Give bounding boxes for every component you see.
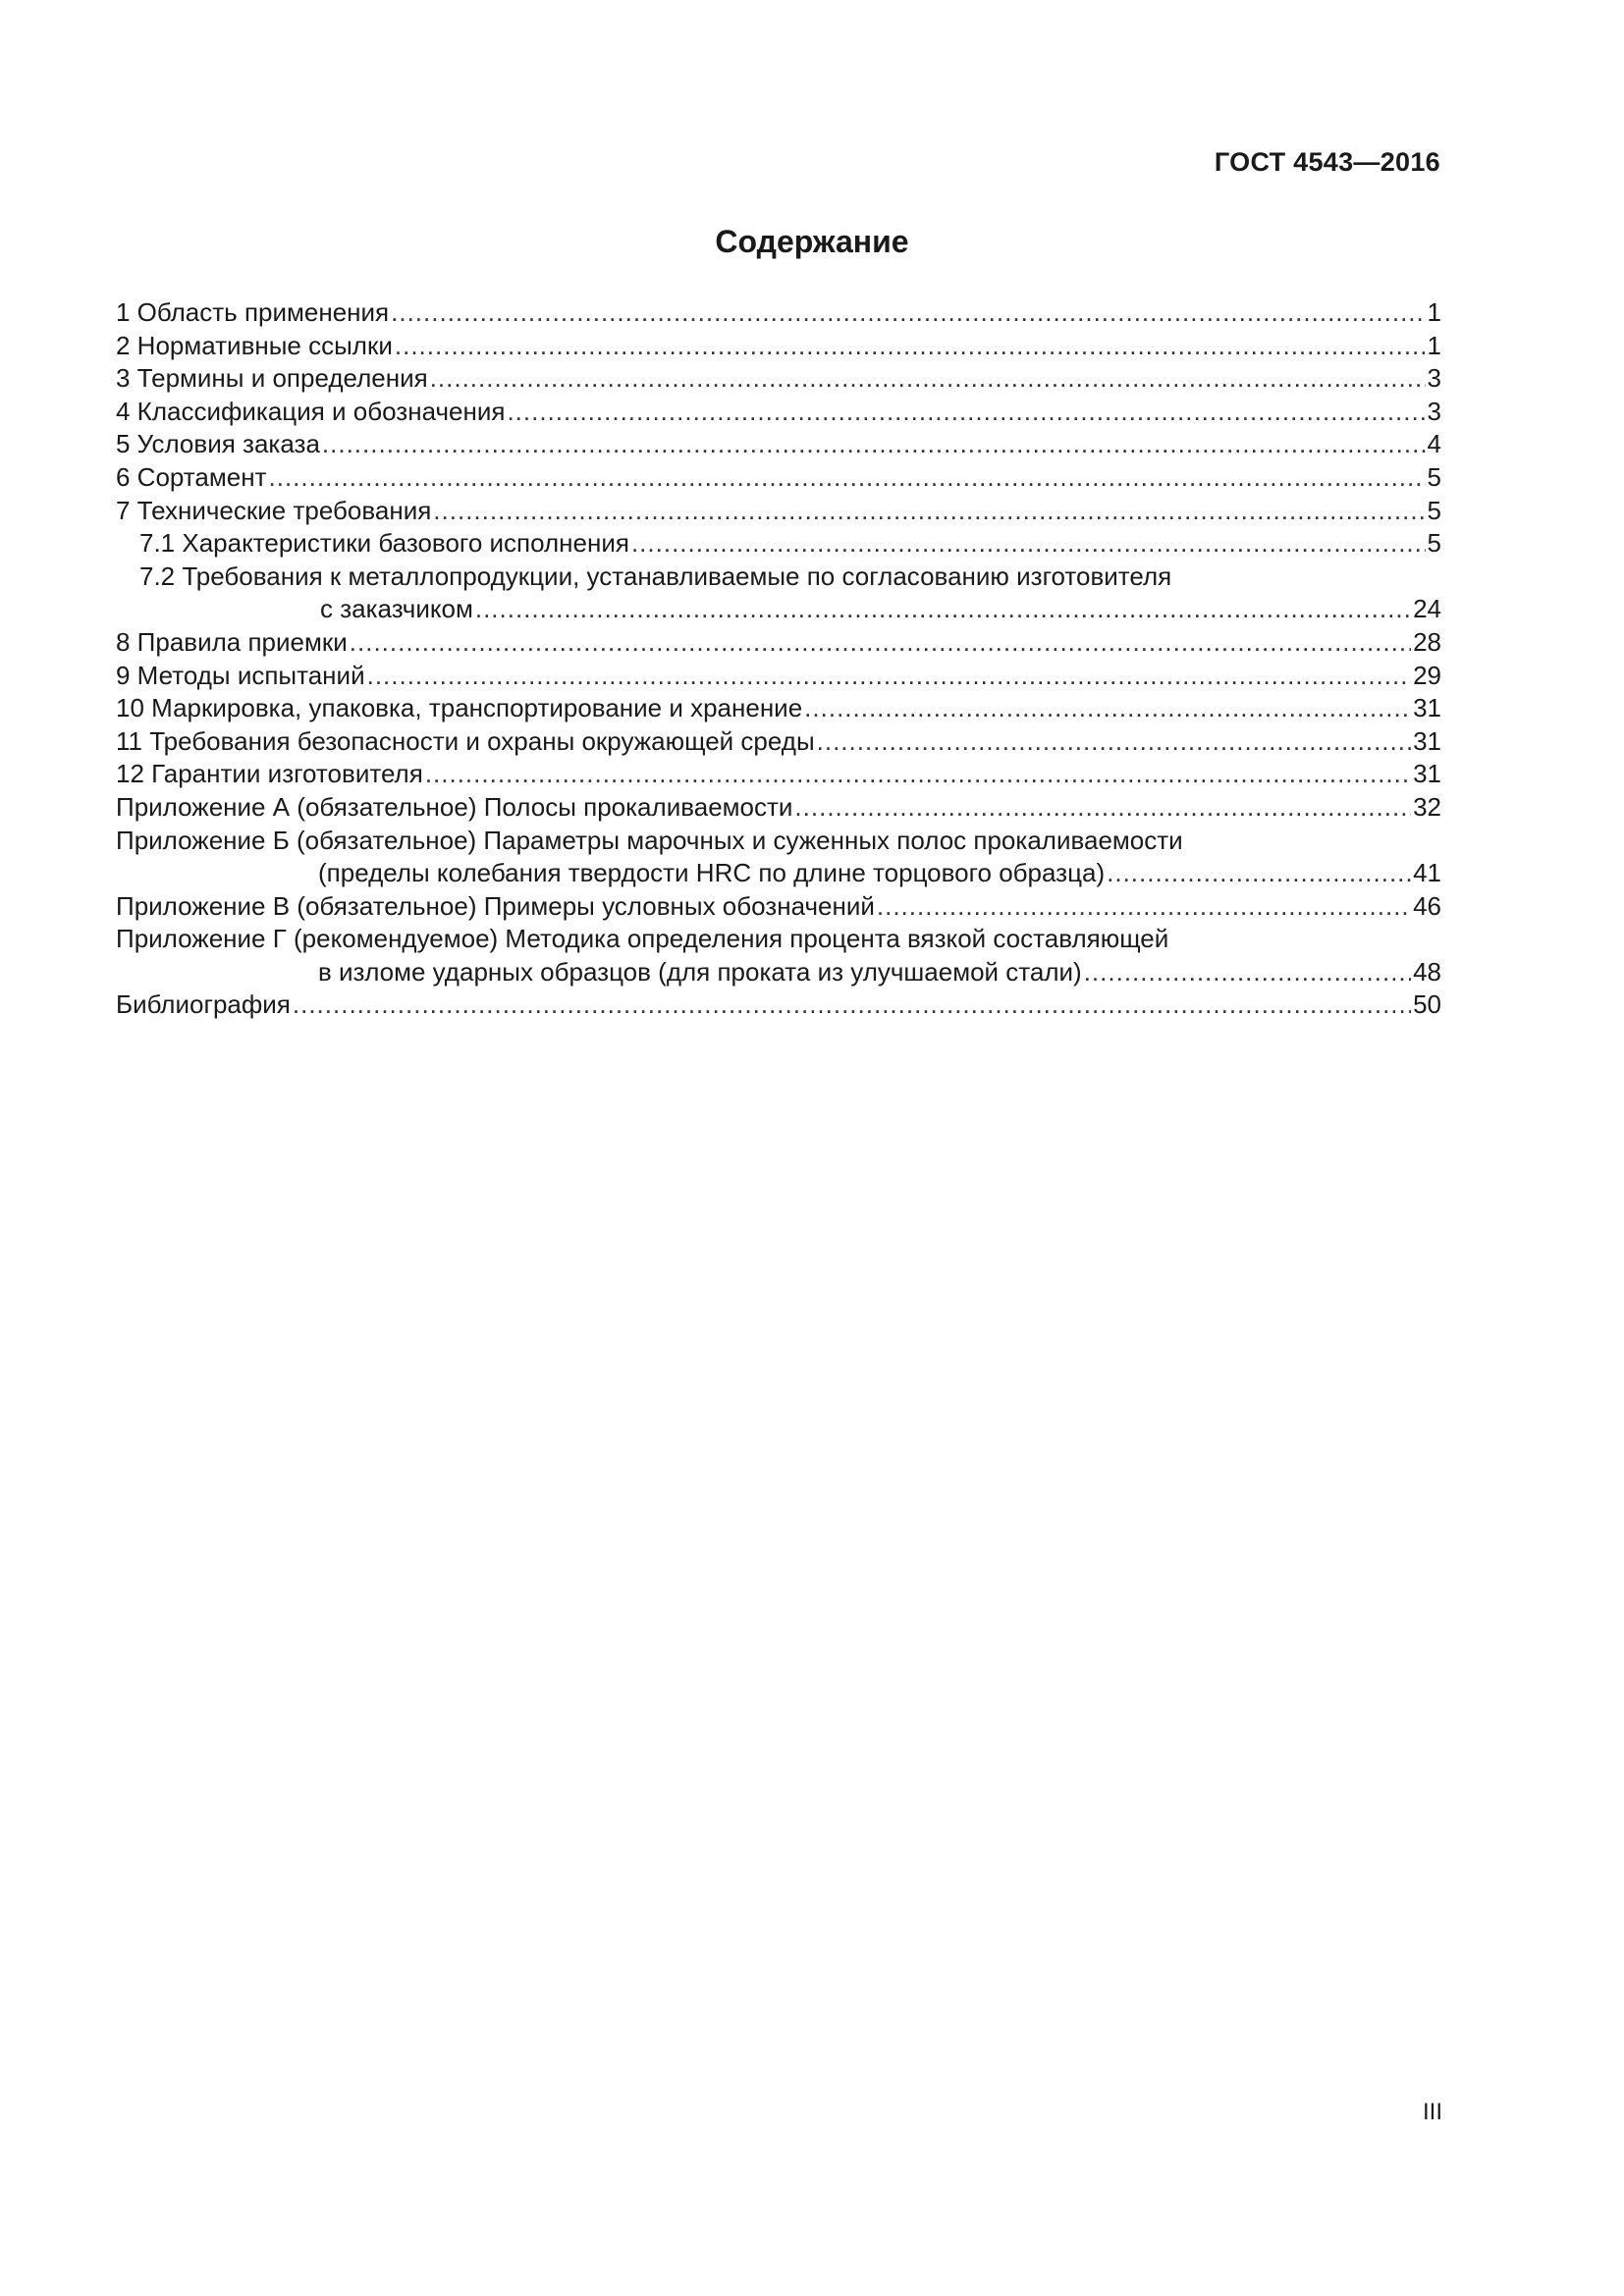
toc-entry-page: 46: [1413, 890, 1441, 921]
toc-entry-text: в изломе ударных образцов (для проката из улучшаемой стали): [318, 956, 1082, 987]
toc-entry-page: 3: [1427, 396, 1441, 426]
toc-leader-dots: [430, 362, 1426, 396]
toc-entry-bibliography[interactable]: [116, 988, 1441, 1022]
toc-leader-dots: [794, 791, 1411, 825]
toc-entry-text: (пределы колебания твердости HRC по длине торцового образца): [318, 858, 1106, 888]
toc-entry-text: Приложение Г (рекомендуемое) Методика определения процента вязкой составляющей: [116, 924, 1169, 954]
toc-leader-dots: [322, 428, 1426, 461]
toc-entry-page: 31: [1413, 759, 1441, 789]
toc-entry-page: 50: [1413, 989, 1441, 1020]
toc-leader-dots: [425, 758, 1411, 791]
toc-entry-text: 7.2 Требования к металлопродукции, устанавливаемые по согласованию изготовителя: [139, 561, 1172, 591]
toc-entry-text: Библиография: [116, 989, 291, 1020]
toc-entry-text: Приложение Б (обязательное) Параметры марочных и суженных полос прокаливаемости: [116, 825, 1183, 855]
toc-entry-7-1[interactable]: [116, 527, 1441, 561]
toc-leader-dots: [293, 988, 1411, 1022]
toc-entry-5[interactable]: [116, 428, 1441, 461]
toc-entry-appendix-g[interactable]: [116, 923, 1441, 956]
toc-leader-dots: [1107, 857, 1411, 890]
toc-entry-page: 29: [1413, 660, 1441, 690]
toc-entry-text: Приложение А (обязательное) Полосы прокаливаемости: [116, 791, 793, 822]
toc-entry-text: 10 Маркировка, упаковка, транспортирование и хранение: [116, 693, 803, 723]
toc-entry-1[interactable]: [116, 296, 1441, 330]
toc-entry-page: 1: [1427, 297, 1441, 327]
toc-entry-text: 4 Классификация и обозначения: [116, 396, 506, 426]
page-number: III: [1422, 2099, 1442, 2125]
toc-entry-page: 41: [1413, 858, 1441, 888]
toc-leader-dots: [475, 593, 1411, 626]
toc-entry-text: 2 Нормативные ссылки: [116, 330, 393, 360]
toc-entry-7[interactable]: [116, 495, 1441, 528]
toc-entry-7-2-continued[interactable]: [116, 593, 1441, 626]
toc-entry-text: 6 Сортамент: [116, 461, 267, 492]
toc-entry-page: 4: [1427, 429, 1441, 459]
toc-title: Содержание: [715, 224, 909, 259]
toc-entry-text: 3 Термины и определения: [116, 363, 428, 394]
toc-leader-dots: [391, 296, 1425, 330]
toc-leader-dots: [433, 495, 1425, 528]
toc-leader-dots: [395, 330, 1426, 363]
toc-entry-4[interactable]: [116, 396, 1441, 429]
toc-entry-page: 24: [1413, 594, 1441, 624]
table-of-contents: [116, 296, 1441, 1022]
toc-entry-9[interactable]: [116, 660, 1441, 693]
document-code: ГОСТ 4543—2016: [1214, 147, 1440, 177]
toc-entry-text: 9 Методы испытаний: [116, 660, 365, 690]
toc-entry-page: 31: [1413, 725, 1441, 756]
toc-entry-text: 12 Гарантии изготовителя: [116, 759, 423, 789]
toc-entry-2[interactable]: [116, 330, 1441, 363]
toc-leader-dots: [269, 461, 1426, 495]
toc-leader-dots: [507, 396, 1425, 429]
toc-leader-dots: [367, 660, 1411, 693]
toc-entry-page: 5: [1427, 528, 1441, 559]
toc-entry-text: 11 Требования безопасности и охраны окружающей среды: [116, 725, 815, 756]
toc-entry-text: 7 Технические требования: [116, 495, 432, 525]
toc-entry-text: 1 Область применения: [116, 297, 390, 327]
toc-leader-dots: [877, 890, 1411, 924]
toc-leader-dots: [1084, 956, 1411, 989]
toc-entry-page: 48: [1413, 956, 1441, 987]
toc-entry-page: 5: [1427, 495, 1441, 525]
toc-entry-11[interactable]: [116, 725, 1441, 759]
toc-entry-10[interactable]: [116, 692, 1441, 725]
toc-entry-3[interactable]: [116, 362, 1441, 396]
toc-leader-dots: [804, 692, 1411, 725]
toc-entry-appendix-a[interactable]: [116, 791, 1441, 825]
toc-entry-text: 7.1 Характеристики базового исполнения: [139, 528, 629, 559]
toc-entry-text: с заказчиком: [320, 594, 473, 624]
toc-entry-page: 1: [1427, 330, 1441, 360]
toc-entry-6[interactable]: [116, 461, 1441, 495]
toc-entry-12[interactable]: [116, 758, 1441, 791]
toc-entry-appendix-v[interactable]: [116, 890, 1441, 924]
toc-entry-8[interactable]: [116, 626, 1441, 660]
toc-entry-text: 8 Правила приемки: [116, 626, 348, 657]
toc-entry-appendix-g-continued[interactable]: [116, 956, 1441, 989]
toc-entry-page: 28: [1413, 626, 1441, 657]
toc-entry-page: 3: [1427, 363, 1441, 394]
toc-entry-text: 5 Условия заказа: [116, 429, 320, 459]
toc-leader-dots: [817, 725, 1411, 759]
toc-entry-page: 32: [1413, 791, 1441, 822]
toc-entry-7-2[interactable]: [116, 561, 1441, 594]
toc-entry-page: 31: [1413, 693, 1441, 723]
toc-entry-text: Приложение В (обязательное) Примеры условных обозначений: [116, 890, 875, 921]
toc-leader-dots: [631, 527, 1426, 561]
toc-entry-appendix-b[interactable]: [116, 825, 1441, 858]
toc-entry-page: 5: [1427, 461, 1441, 492]
toc-leader-dots: [350, 626, 1411, 660]
toc-entry-appendix-b-continued[interactable]: [116, 857, 1441, 890]
